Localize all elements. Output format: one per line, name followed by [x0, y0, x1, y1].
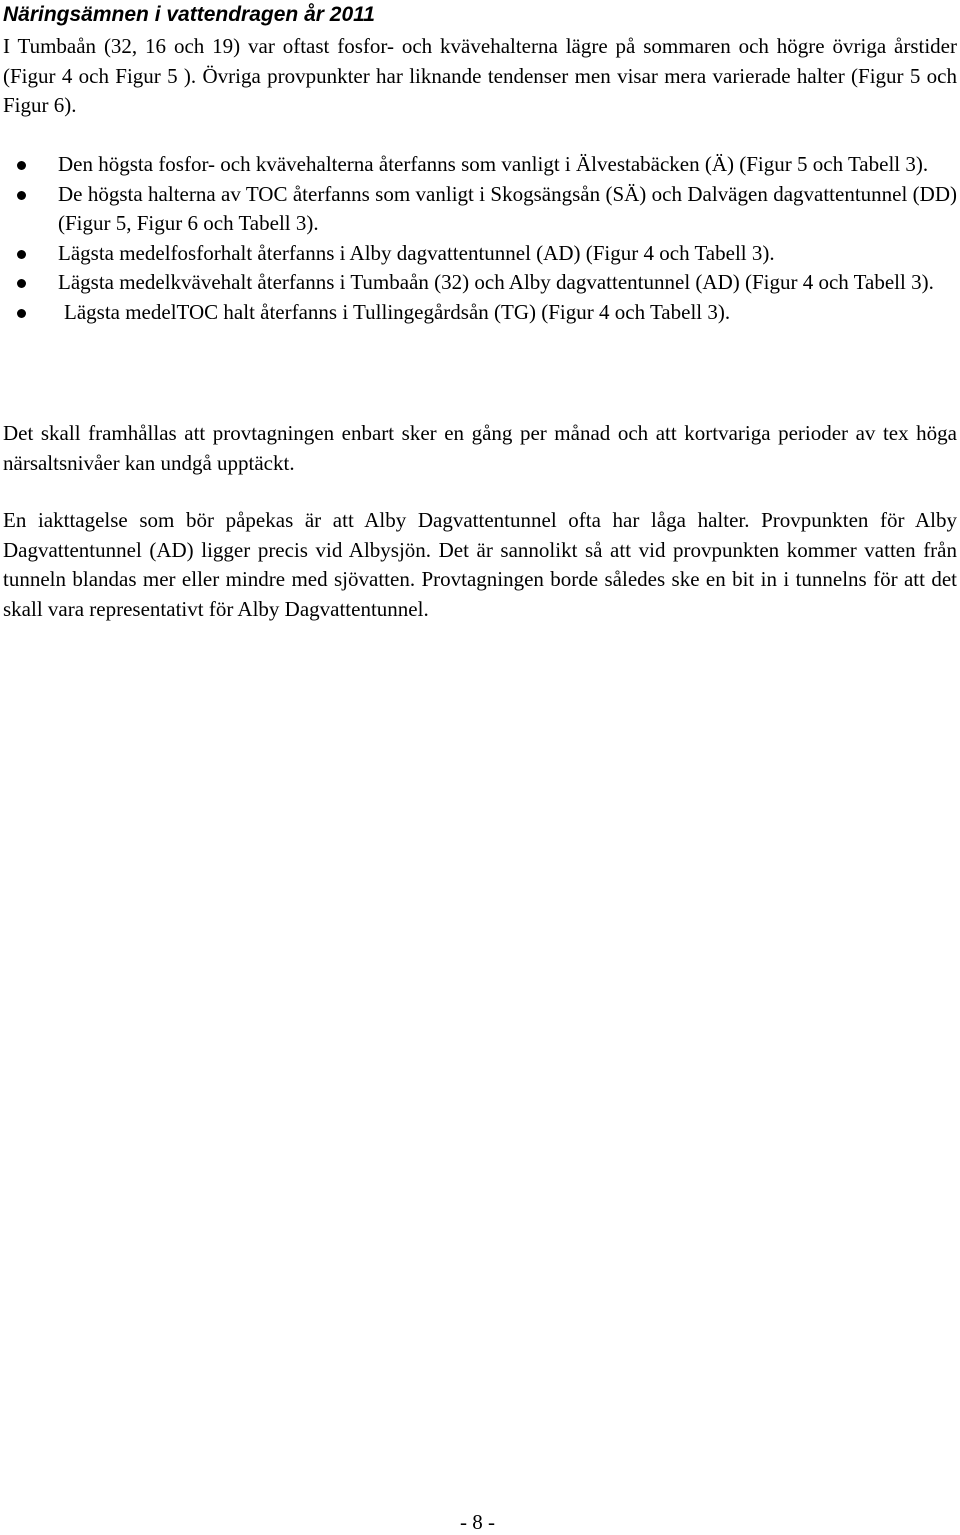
list-item: [0, 180, 957, 239]
observation-paragraph: En iakttagelse som bör påpekas är att Alby Dagvattentunnel ofta har låga halter. Provpunkten för Alby Dagvattentunnel (AD) ligger precis vid Albysjön. Det är sannolikt så att vid provpunkten kommer vatten från tunneln blandas mer eller mindre med sjövatten. Provtagningen borde således ske en bit in i tunnelns för att det skall vara representativt för Alby Dagvattentunnel.: [3, 508, 957, 621]
list-item-text: Lägsta medelkvävehalt återfanns i Tumbaån (32) och Alby dagvattentunnel (AD) (Figur 4 och Tabell 3).: [58, 270, 934, 295]
list-item: [0, 239, 957, 269]
list-item-text: De högsta halterna av TOC återfanns som vanligt i Skogsängsån (SÄ) och Dalvägen dagvattentunnel (DD) (Figur 5, Figur 6 och Tabell 3).: [58, 181, 957, 236]
bullet-icon: [17, 250, 26, 259]
bullet-icon: [17, 191, 26, 200]
intro-paragraph: I Tumbaån (32, 16 och 19) var oftast fosfor- och kvävehalterna lägre på sommaren och högre övriga årstider (Figur 4 och Figur 5 ). Övriga provpunkter har liknande tendenser men visar mera varierade halter (Figur 5 och Figur 6).: [3, 34, 957, 118]
list-item-text: Den högsta fosfor- och kvävehalterna återfanns som vanligt i Älvestabäcken (Ä) (Figur 5 och Tabell 3).: [58, 152, 929, 176]
page-number: - 8 -: [460, 1510, 495, 1534]
bullet-icon: [17, 161, 26, 170]
list-item-text: Lägsta medelTOC halt återfanns i Tullingegårdsån (TG) (Figur 4 och Tabell 3).: [64, 299, 731, 324]
list-item: [0, 268, 957, 298]
findings-list: [0, 150, 957, 328]
bullet-icon: [17, 279, 26, 288]
bullet-icon: [17, 309, 26, 318]
list-item: [0, 298, 957, 328]
section-heading: Näringsämnen i vattendragen år 2011: [3, 3, 375, 26]
list-item-text: Lägsta medelfosforhalt återfanns i Alby dagvattentunnel (AD) (Figur 4 och Tabell 3).: [58, 240, 775, 265]
caveat-paragraph: Det skall framhållas att provtagningen enbart sker en gång per månad och att kortvariga perioder av tex höga närsaltsnivåer kan undgå upptäckt.: [3, 421, 957, 475]
list-item: [0, 150, 957, 180]
